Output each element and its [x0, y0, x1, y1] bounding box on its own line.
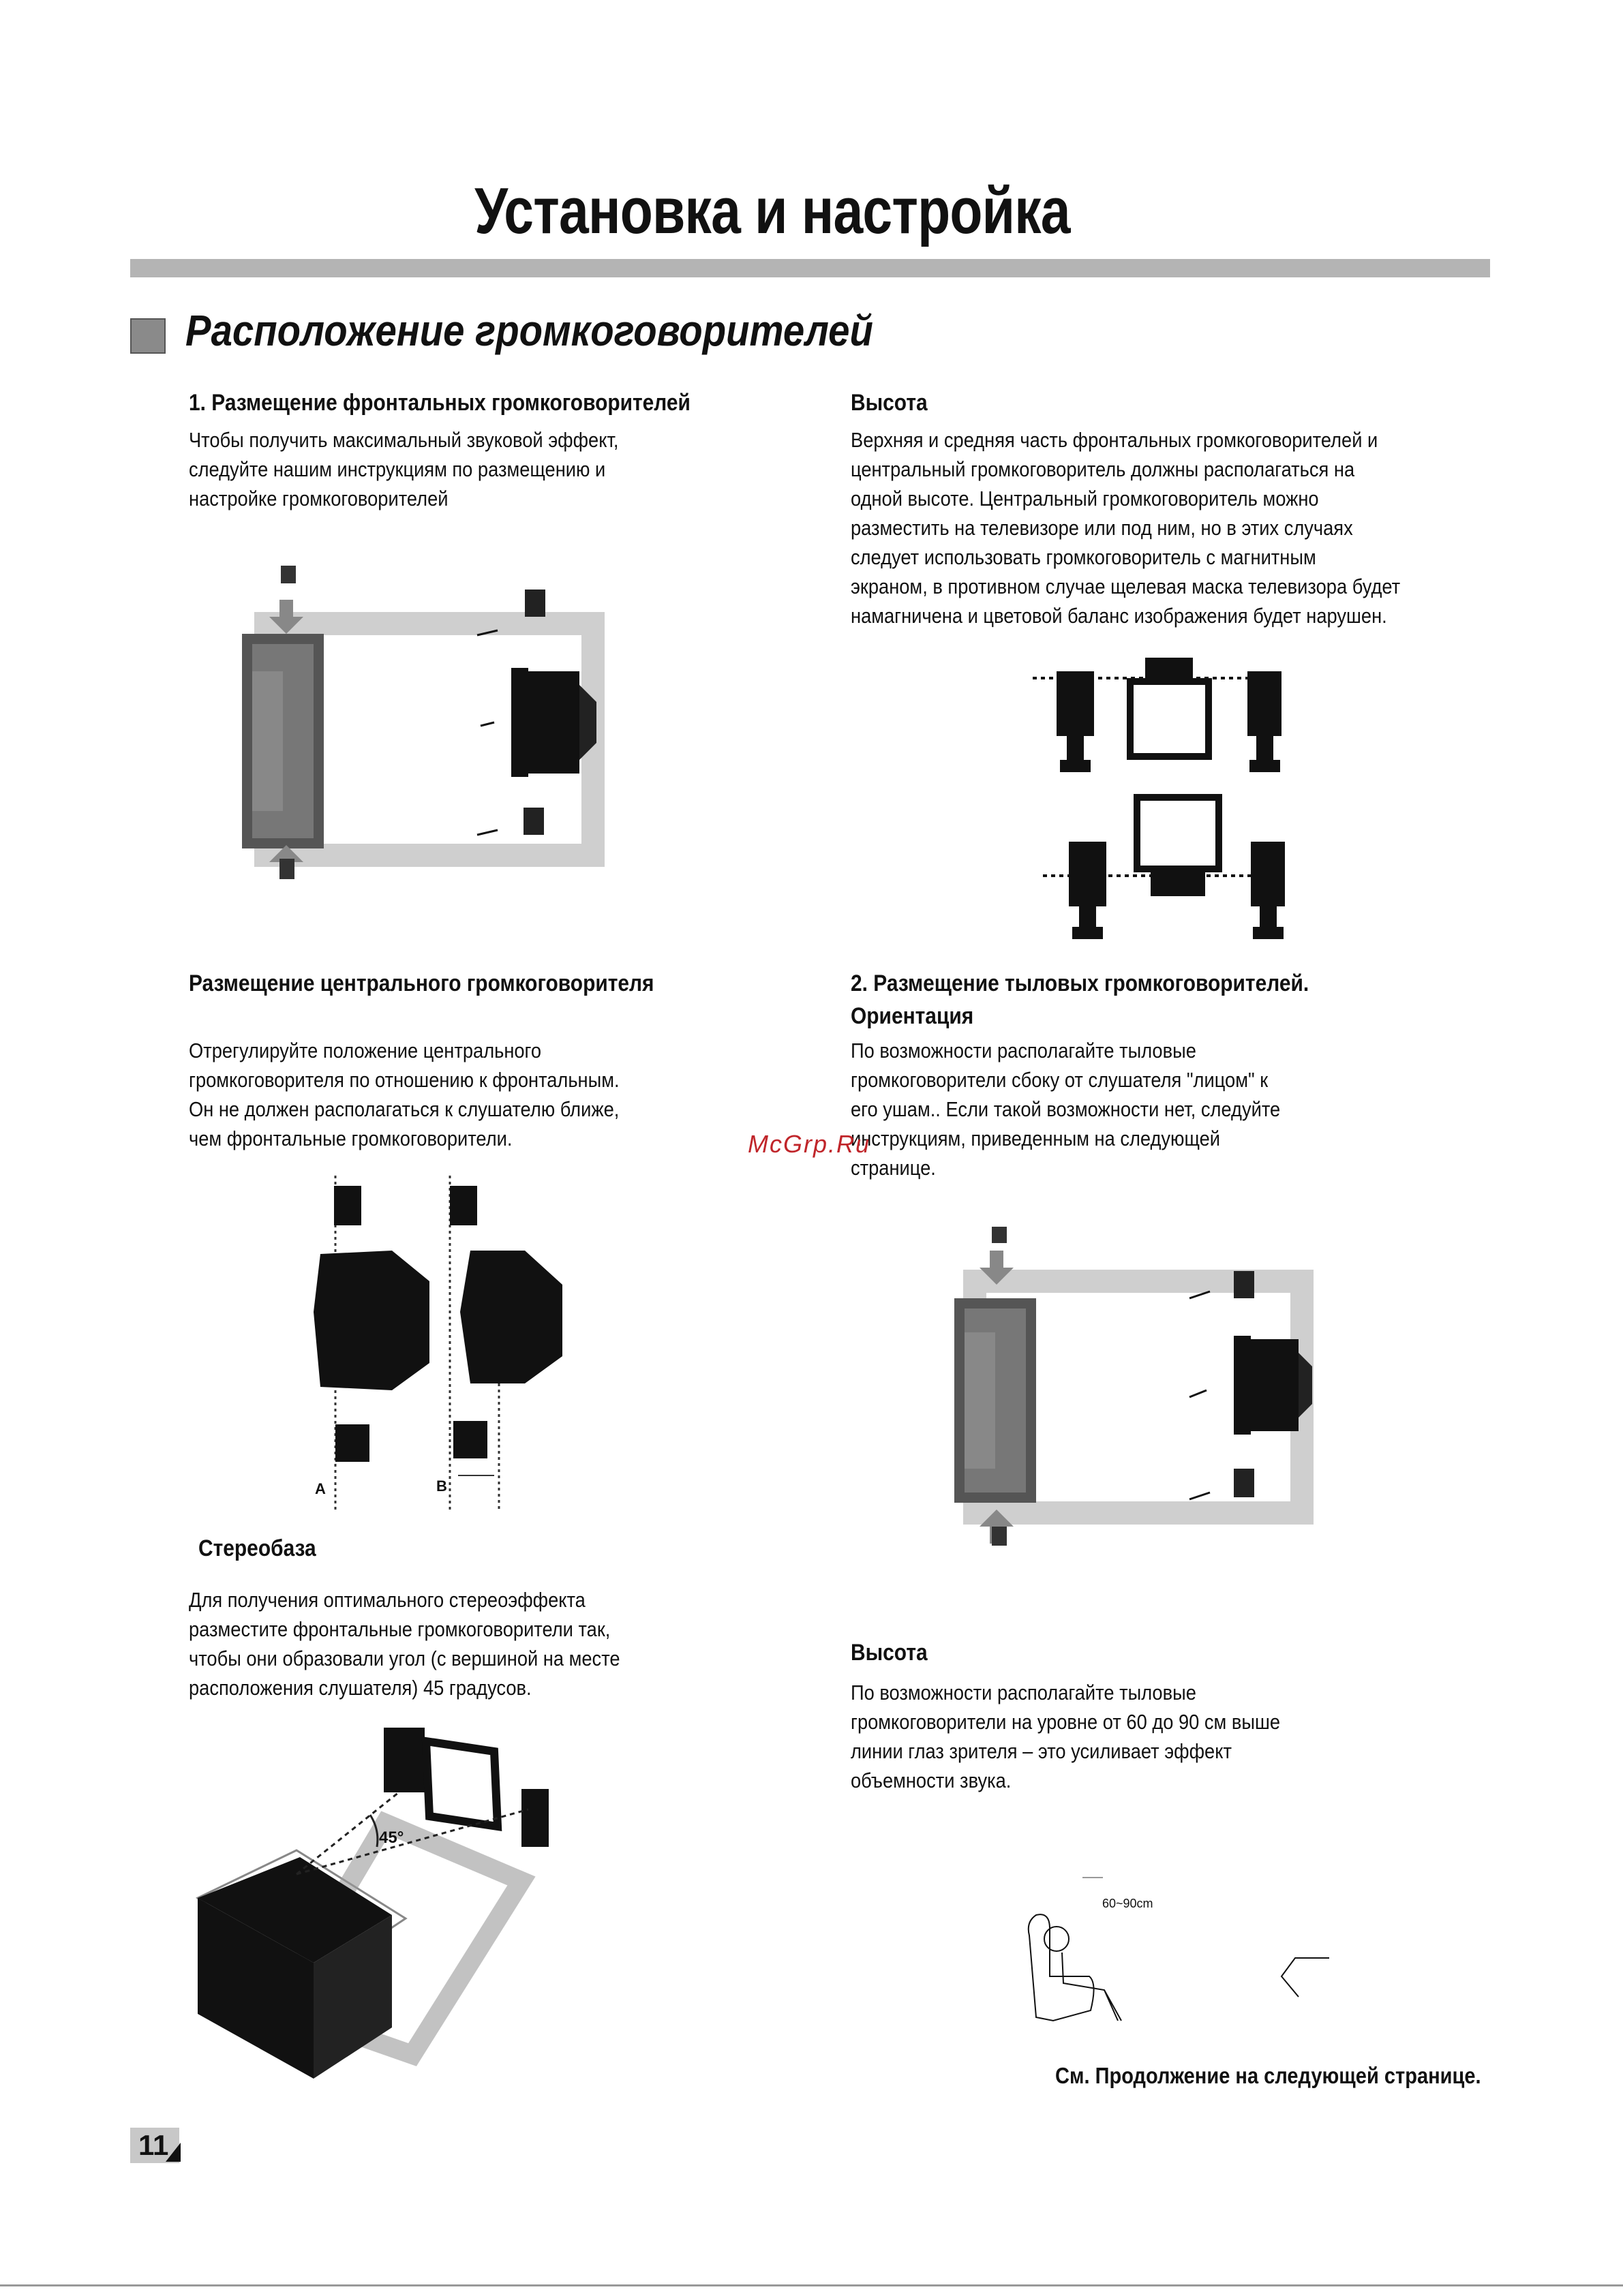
tv-icon [460, 1251, 562, 1383]
front-speaker-bottom-icon [1234, 1469, 1254, 1497]
continued-note: См. Продолжение на следующей странице. [1055, 2063, 1481, 2088]
rear-height-diagram [1009, 1874, 1350, 2058]
tv-icon [314, 1251, 429, 1390]
section-square-icon [130, 318, 166, 354]
center-speaker-position-diagram [300, 1176, 593, 1516]
page-number [130, 2128, 179, 2163]
speaker-icon [450, 1186, 477, 1225]
label-a: A [315, 1480, 326, 1497]
stereo-text: Для получения оптимального стереоэффекта разместите фронтальные громкоговорители так, чтобы они образовали угол (с вершиной на месте расположения слушателя) 45 градусов. [189, 1588, 620, 1700]
speaker-icon [1247, 671, 1281, 736]
front-speaker-bottom-icon [524, 808, 544, 835]
height-text: Верхняя и средняя часть фронтальных громкоговорителей и центральный громкоговоритель должны располагаться на одной высоте. Центральный громкоговоритель можно разместить на телевизоре или под ним, но в этих случаях следует использовать громкоговоритель с магнитным экраном, в противном случае щелевая маска телевизора будет намагничена и цветовой баланс изображения будет нарушен. [851, 428, 1401, 628]
rear-speakers-heading: 2. Размещение тыловых громкоговорителей. [851, 970, 1309, 996]
rear-height-text: По возможности располагайте тыловые громкоговорители на уровне от 60 до 90 см выше линии глаз зрителя – это усиливает эффект объемности звука. [851, 1681, 1281, 1792]
stereo-base-diagram [194, 1728, 576, 2085]
page-number-text: 11 [138, 2129, 169, 2161]
speaker-icon [1069, 842, 1106, 906]
speaker-height-diagram [1022, 644, 1322, 944]
center-speaker-text: Отрегулируйте положение центрального громкоговорителя по отношению к фронтальным. Он не должен располагаться к слушателю ближе, чем фронтальные громкоговорители. [189, 1039, 620, 1150]
left-speaker-icon [384, 1728, 425, 1792]
height-heading: Высота [851, 390, 928, 416]
title-rule [130, 259, 1490, 277]
front-speakers-heading: 1. Размещение фронтальных громкоговорителей [189, 390, 691, 416]
listener-icon [1029, 1914, 1094, 2021]
rear-orientation-heading: Ориентация [851, 1003, 974, 1029]
tv-icon [1137, 797, 1219, 869]
speaker-icon [1057, 671, 1094, 736]
speaker-arrow-icon [1281, 1958, 1329, 1997]
label-b: B [436, 1478, 447, 1495]
center-speaker-a-icon [335, 1424, 369, 1462]
angle-label: 45° [379, 1828, 404, 1847]
stereo-heading: Стереобаза [198, 1535, 316, 1561]
rear-speakers-room-diagram [947, 1216, 1343, 1550]
page-title: Установка и настройка [474, 174, 1070, 247]
rear-speakers-text: По возможности располагайте тыловые громкоговорители сбоку от слушателя "лицом" к его ушам.. Если такой возможности нет, следуйте инструкциям, приведенным на следующей странице. [851, 1039, 1281, 1180]
watermark: McGrp.Ru [748, 1130, 871, 1158]
right-speaker-icon [521, 1789, 549, 1847]
speaker-icon [334, 1186, 361, 1225]
front-speaker-top-icon [525, 590, 545, 617]
corner-triangle-icon [166, 2143, 181, 2162]
height-label: 60~90cm [1102, 1897, 1153, 1910]
rear-height-heading: Высота [851, 1640, 928, 1666]
front-speakers-text: Чтобы получить максимальный звуковой эффект, следуйте нашим инструкциям по размещению и настройке громкоговорителей [189, 428, 619, 510]
tv-icon [1130, 682, 1209, 756]
bottom-rule [0, 2284, 1623, 2286]
tv-icon [426, 1741, 498, 1826]
center-speaker-b-icon [453, 1421, 487, 1458]
center-speaker-heading: Размещение центрального громкоговорителя [189, 970, 654, 996]
front-speaker-top-icon [1234, 1271, 1254, 1298]
section-title: Расположение громкоговорителей [185, 306, 873, 355]
front-speakers-room-diagram [239, 559, 634, 889]
speaker-icon [1251, 842, 1285, 906]
